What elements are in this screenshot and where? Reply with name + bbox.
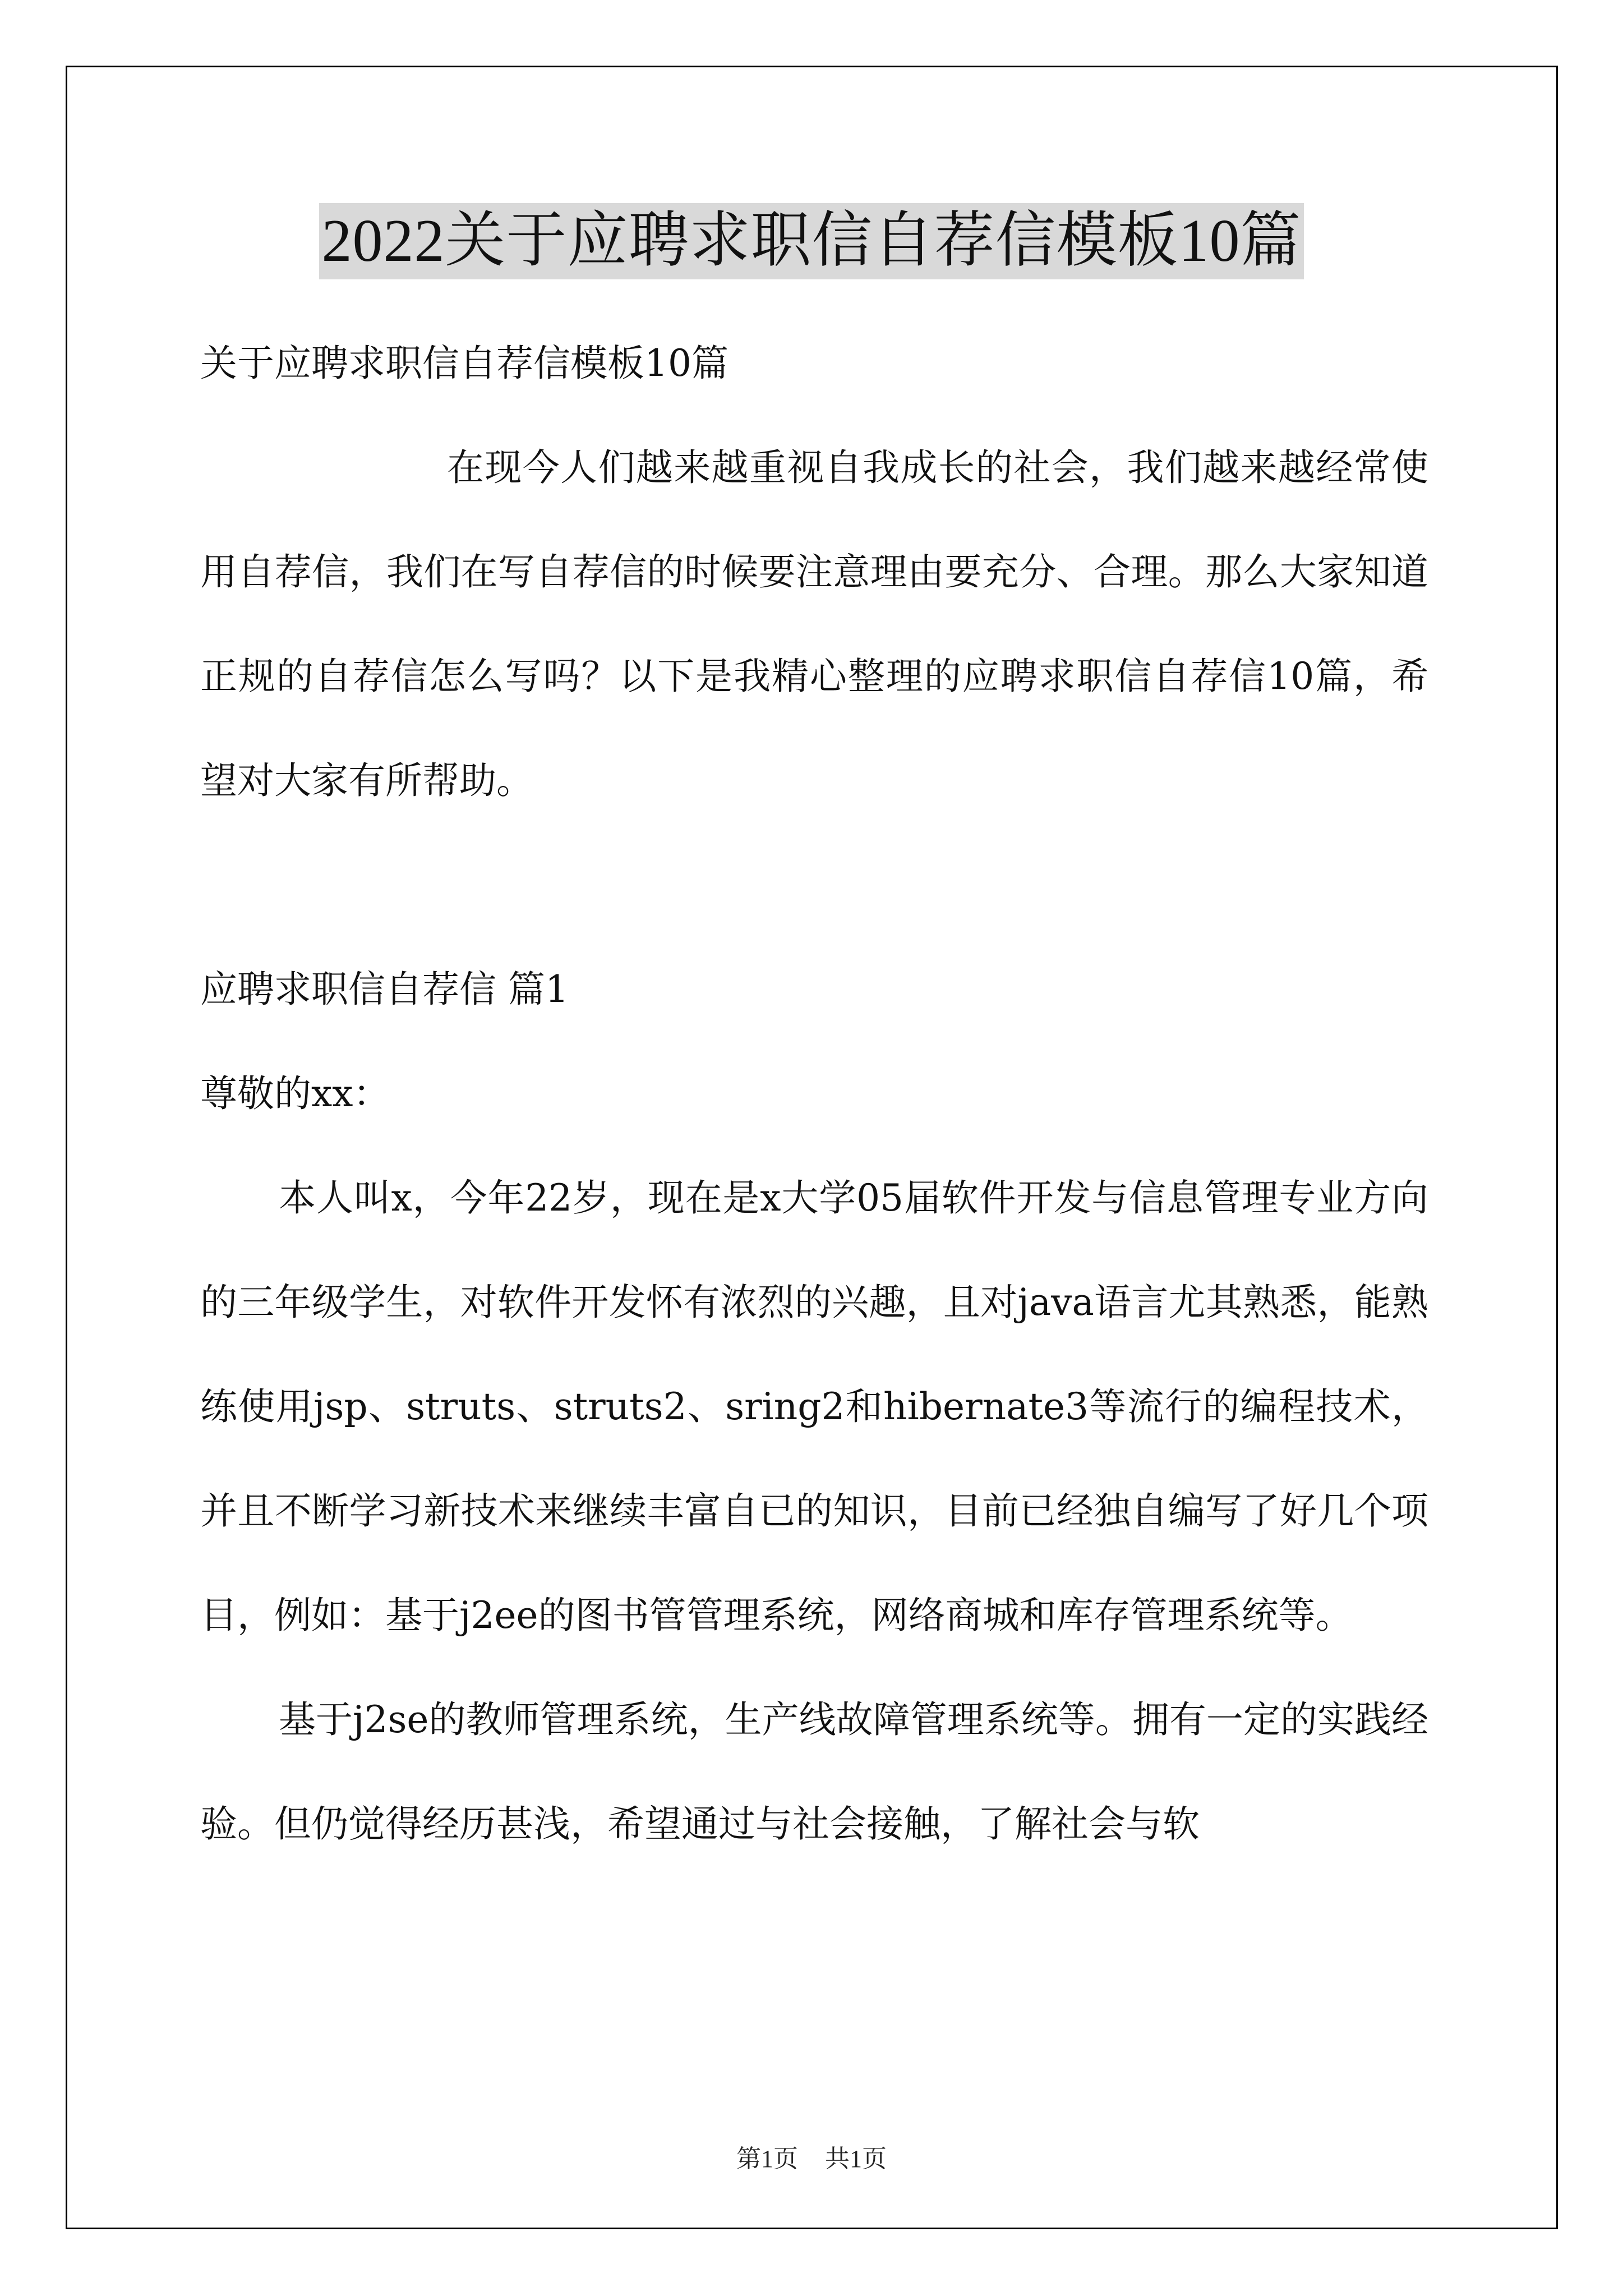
intro-paragraph: 在现今人们越来越重视自我成长的社会，我们越来越经常使用自荐信，我们在写自荐信的时候要注意理由要充分、合理。那么大家知道正规的自荐信怎么写吗？以下是我精心整理的应聘求职信自荐信10篇，希望对大家有所帮助。	[200, 446, 1428, 802]
page-footer	[0, 2138, 1623, 2174]
section-heading: 应聘求职信自荐信 篇1	[200, 968, 569, 1011]
body-paragraph-1: 本人叫x，今年22岁，现在是x大学05届软件开发与信息管理专业方向的三年级学生，对软件开发怀有浓烈的兴趣，且对java语言尤其熟悉，能熟练使用jsp、struts、struts2、sring2和hibernate3等流行的编程技术，并且不断学习新技术来继续丰富自已的知识，目前已经独自编写了好几个项目，例如：基于j2ee的图书管管理系统，网络商城和库存管理系统等。	[200, 1176, 1428, 1637]
body-paragraph-2: 基于j2se的教师管理系统，生产线故障管理系统等。拥有一定的实践经验。但仍觉得经历甚浅，希望通过与社会接触，了解社会与软	[200, 1698, 1428, 1846]
salutation: 尊敬的xx：	[200, 1072, 390, 1115]
blank-line	[200, 833, 1428, 937]
document-subtitle: 关于应聘求职信自荐信模板10篇	[200, 342, 728, 385]
title-container	[0, 203, 1623, 279]
document-body	[200, 311, 1428, 1876]
page-total: 共1页	[825, 2145, 887, 2173]
page-number: 第1页	[736, 2145, 798, 2173]
document-title: 2022关于应聘求职信自荐信模板10篇	[319, 203, 1303, 279]
